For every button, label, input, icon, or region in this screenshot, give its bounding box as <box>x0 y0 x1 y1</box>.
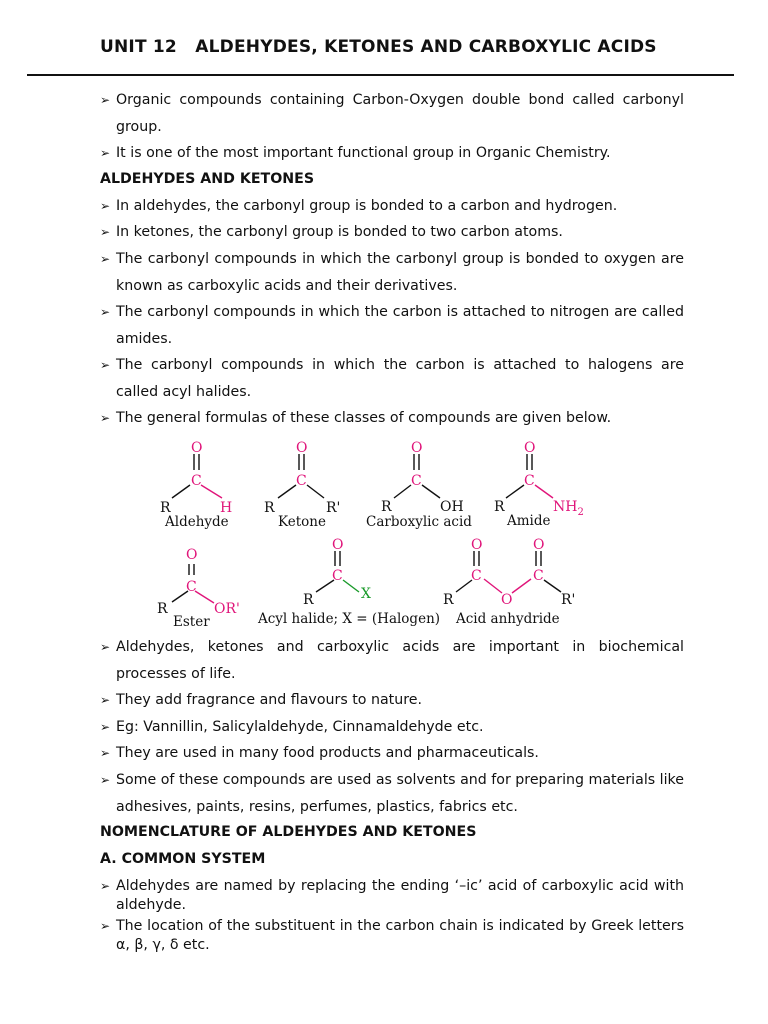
anhydride-carbon-left: C <box>471 568 482 584</box>
bullet-s1-5 <box>100 352 684 405</box>
carboxylic-r-group: R <box>381 499 392 515</box>
bullet-marker: ➢ <box>100 146 111 160</box>
bullet-nom-2 <box>100 917 684 955</box>
anhydride-label: Acid anhydride <box>456 611 560 627</box>
carbonyl-structures-figure <box>0 430 768 635</box>
anhydride-r-group: R <box>443 592 454 608</box>
bullet-text: Some of these compounds are used as solvents and for preparing materials like adhesives, paints, resins, perfumes, plastics, fabrics etc. <box>116 772 684 815</box>
bullet-text: The general formulas of these classes of compounds are given below. <box>116 410 612 426</box>
carboxylic-oxygen: O <box>411 440 423 456</box>
carboxylic-hydroxyl: OH <box>440 499 464 515</box>
anhydride-carbon-right: C <box>533 568 544 584</box>
ketone-oxygen: O <box>296 440 308 456</box>
acyl-halide-oxygen: O <box>332 537 344 553</box>
bullet-text: Aldehydes are named by replacing the ending ‘–ic’ acid of carboxylic acid with aldehyde. <box>116 878 684 913</box>
ketone-r-group: R <box>264 500 275 516</box>
acyl-halide-r-group: R <box>303 592 314 608</box>
bullet-nom-1 <box>100 877 684 915</box>
bullet-s1-6 <box>100 405 684 432</box>
bullet-text: The carbonyl compounds in which the carbon is attached to nitrogen are called amides. <box>116 304 684 347</box>
amide-nh: NH <box>553 499 578 515</box>
anhydride-r-prime-group: R' <box>561 592 576 608</box>
bullet-text: The carbonyl compounds in which the carbonyl group is bonded to oxygen are known as carboxylic acids and their derivatives. <box>116 251 684 294</box>
bullet-text: The carbonyl compounds in which the carbon is attached to halogens are called acyl halides. <box>116 357 684 400</box>
bullet-marker: ➢ <box>100 93 111 107</box>
anhydride-oxygen-left: O <box>471 537 483 553</box>
bullet-s2-2 <box>100 687 684 714</box>
ketone-r-prime-group: R' <box>326 500 341 516</box>
bullet-text: It is one of the most important functional group in Organic Chemistry. <box>116 145 611 161</box>
section-heading-nomenclature: NOMENCLATURE OF ALDEHYDES AND KETONES <box>100 824 477 840</box>
aldehyde-r-group: R <box>160 500 171 516</box>
bullet-s1-4 <box>100 299 684 352</box>
title-divider <box>27 74 734 76</box>
bullet-marker: ➢ <box>100 252 111 266</box>
ketone-label: Ketone <box>278 514 326 530</box>
subheading-common-system: A. COMMON SYSTEM <box>100 851 266 867</box>
page-title: UNIT 12 ALDEHYDES, KETONES AND CARBOXYLIC ACIDS <box>100 37 657 57</box>
carboxylic-acid-label: Carboxylic acid <box>366 514 472 530</box>
carboxylic-carbon: C <box>411 473 422 489</box>
amide-label: Amide <box>507 513 551 529</box>
aldehyde-label: Aldehyde <box>165 514 229 530</box>
ester-label: Ester <box>173 614 210 630</box>
amide-r-group: R <box>494 499 505 515</box>
ester-r-group: R <box>157 601 168 617</box>
amide-carbon: C <box>524 473 535 489</box>
bullet-marker: ➢ <box>100 225 111 239</box>
bullet-s1-1 <box>100 193 684 220</box>
bullet-text: Organic compounds containing Carbon-Oxygen double bond called carbonyl group. <box>116 92 684 135</box>
acyl-halide-label: Acyl halide; X = (Halogen) <box>258 611 441 627</box>
bullet-s1-3 <box>100 246 684 299</box>
bullet-text: In ketones, the carbonyl group is bonded to two carbon atoms. <box>116 224 563 240</box>
ester-carbon: C <box>186 579 197 595</box>
amide-subscript: 2 <box>577 507 584 518</box>
amide-oxygen: O <box>524 440 536 456</box>
bullet-s2-1 <box>100 634 684 687</box>
bullet-marker: ➢ <box>100 773 111 787</box>
bullet-marker: ➢ <box>100 199 111 213</box>
bullet-marker: ➢ <box>100 640 111 654</box>
aldehyde-carbon: C <box>191 473 202 489</box>
bullet-s2-5 <box>100 767 684 820</box>
section-heading-aldehydes-ketones: ALDEHYDES AND KETONES <box>100 171 315 187</box>
bullet-marker: ➢ <box>100 305 111 319</box>
bullet-text: In aldehydes, the carbonyl group is bonded to a carbon and hydrogen. <box>116 198 618 214</box>
bullet-marker: ➢ <box>100 746 111 760</box>
amide-nitrogen <box>553 499 584 518</box>
bullet-marker: ➢ <box>100 693 111 707</box>
bullet-s1-2 <box>100 219 684 246</box>
acyl-halide-halogen: X <box>361 586 371 602</box>
bullet-marker: ➢ <box>100 720 111 734</box>
bullet-text: The location of the substituent in the carbon chain is indicated by Greek letters α, β, γ, δ etc. <box>116 918 684 953</box>
bullet-marker: ➢ <box>100 411 111 425</box>
ester-oxygen: O <box>186 547 198 563</box>
bullet-intro-2 <box>100 140 684 167</box>
aldehyde-oxygen: O <box>191 440 203 456</box>
bullet-text: They add fragrance and flavours to nature. <box>116 692 422 708</box>
bullet-text: Aldehydes, ketones and carboxylic acids are important in biochemical processes of life. <box>116 639 684 682</box>
bullet-marker: ➢ <box>100 919 111 933</box>
anhydride-bridge-oxygen: O <box>501 592 513 608</box>
bullet-marker: ➢ <box>100 358 111 372</box>
bullet-s2-3 <box>100 714 684 741</box>
anhydride-oxygen-right: O <box>533 537 545 553</box>
ketone-carbon: C <box>296 473 307 489</box>
bullet-text: Eg: Vannillin, Salicylaldehyde, Cinnamaldehyde etc. <box>116 719 484 735</box>
bullet-s2-4 <box>100 740 684 767</box>
acyl-halide-carbon: C <box>332 568 343 584</box>
bullet-marker: ➢ <box>100 879 111 893</box>
aldehyde-hydrogen: H <box>220 500 233 516</box>
bullet-text: They are used in many food products and pharmaceuticals. <box>116 745 539 761</box>
bullet-intro-1 <box>100 87 684 140</box>
ester-or-prime: OR' <box>214 601 240 617</box>
